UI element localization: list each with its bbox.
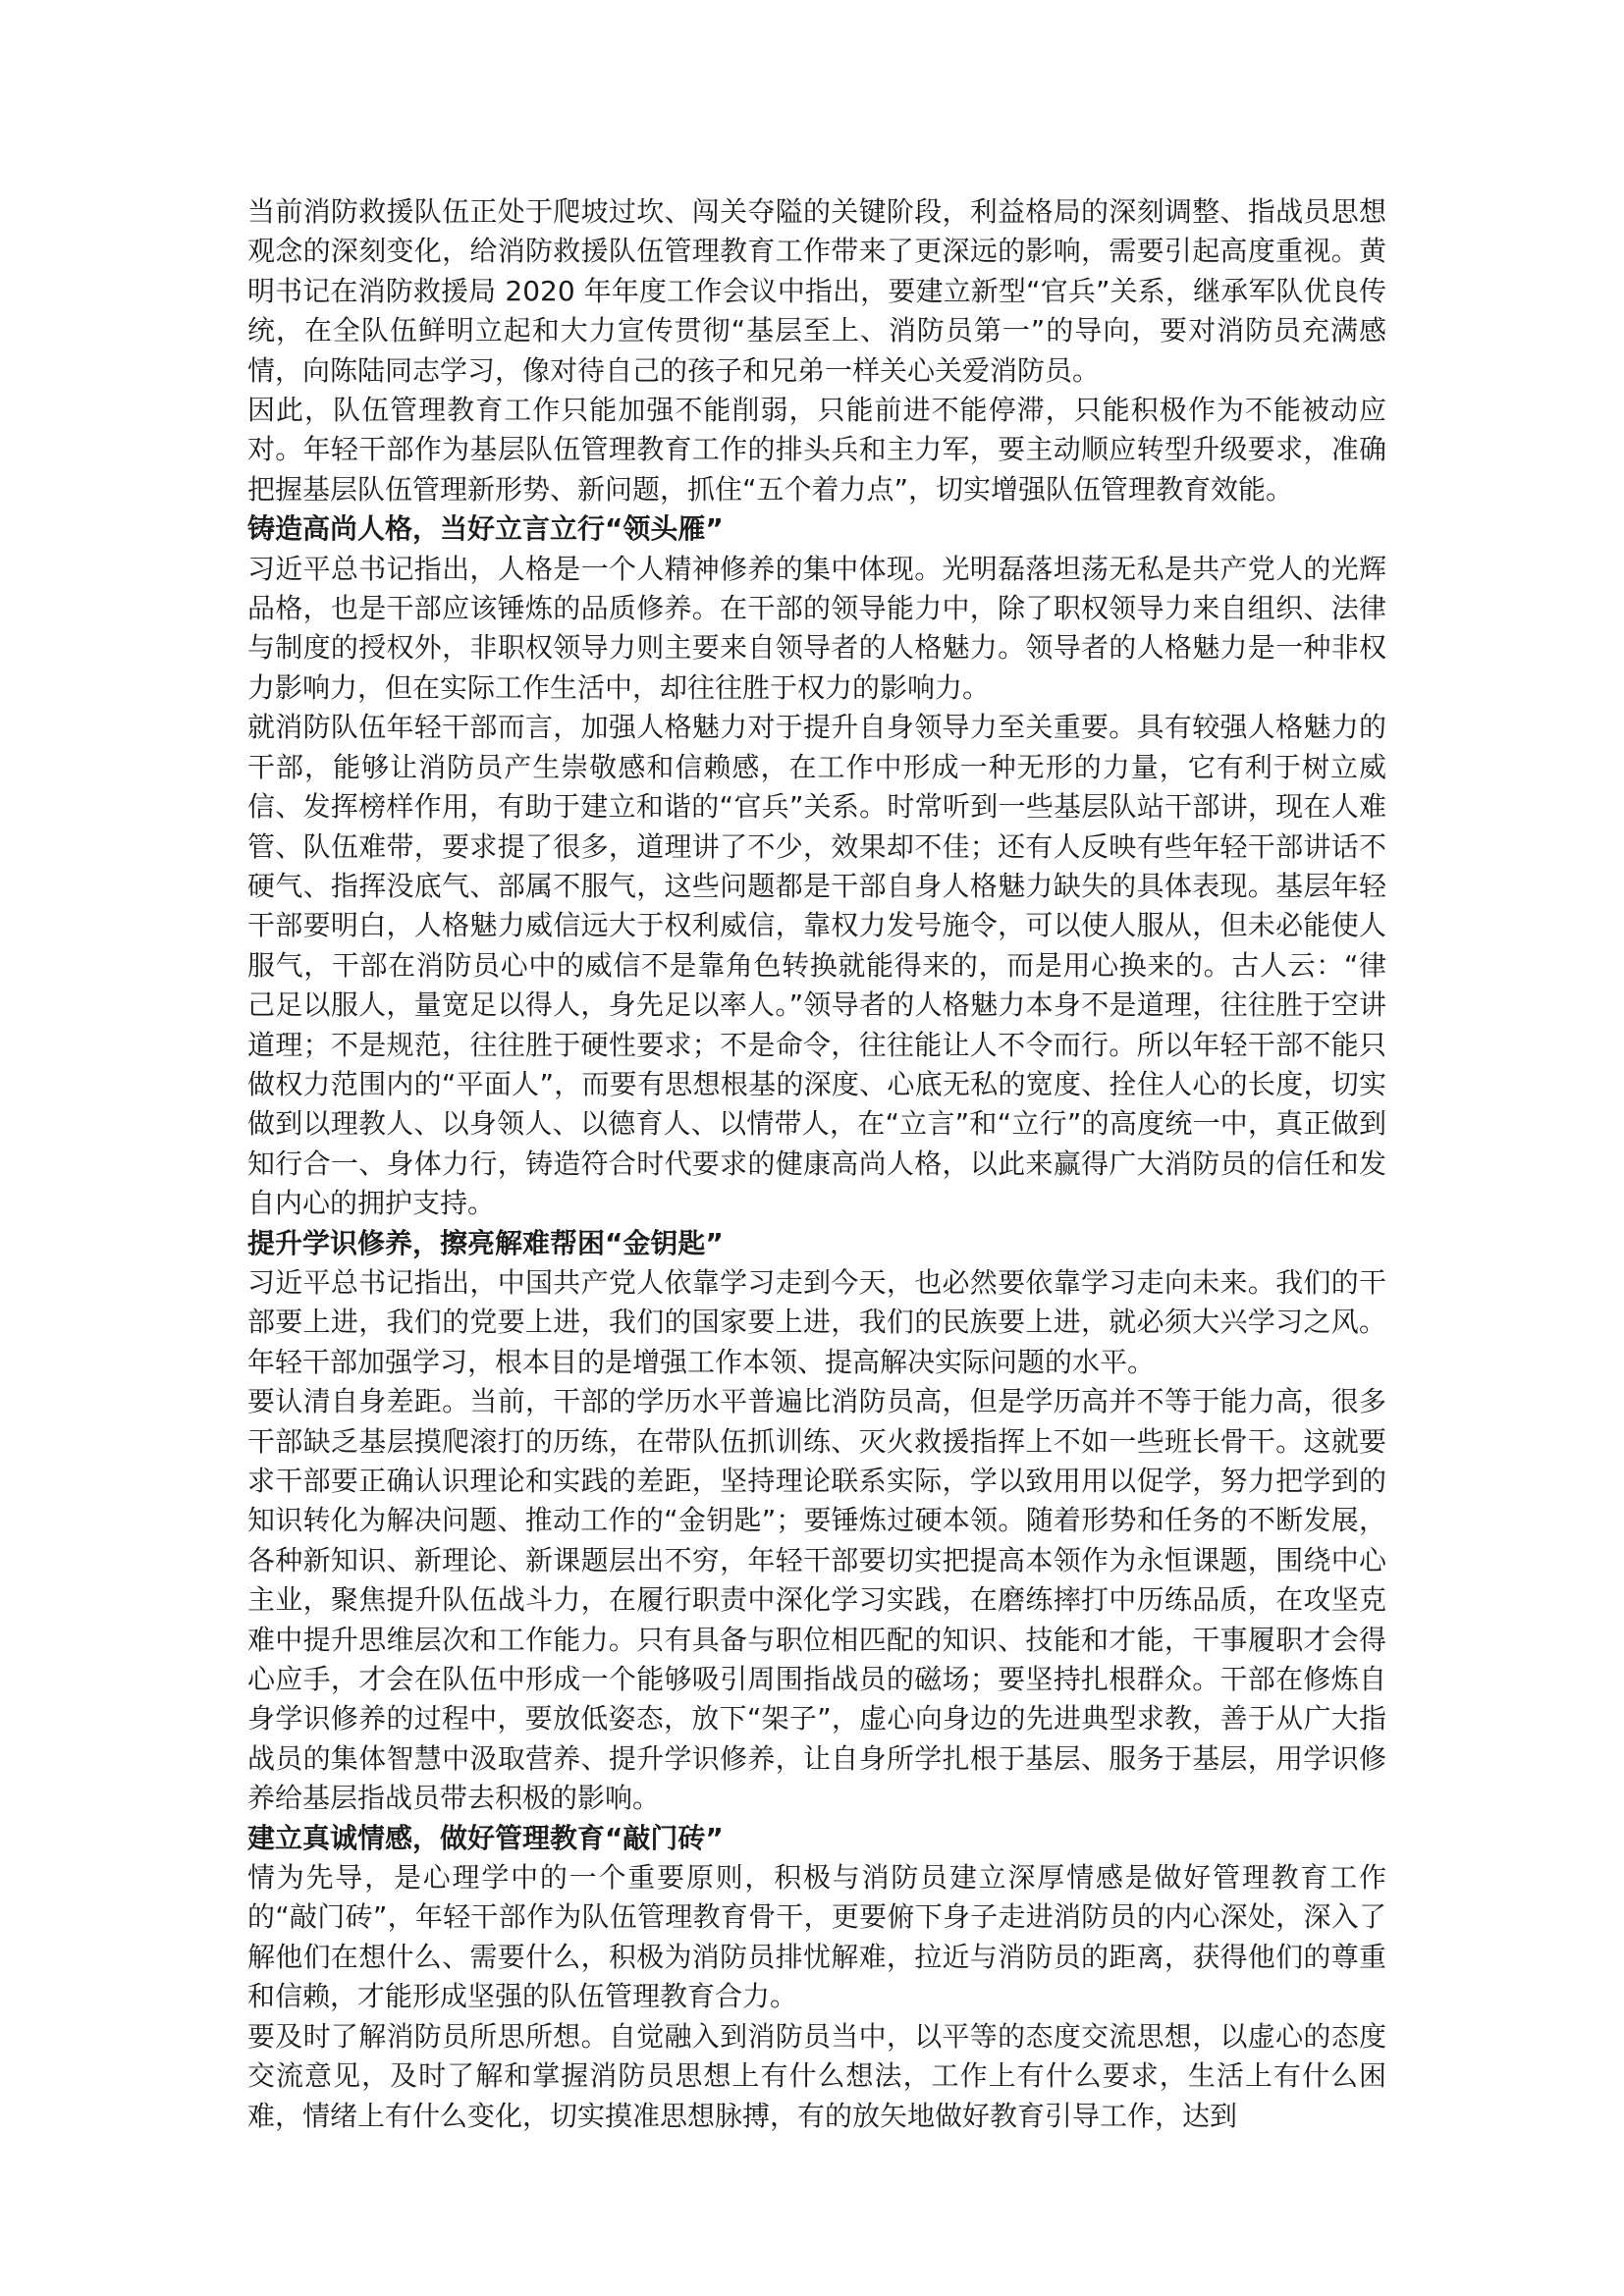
document-body xyxy=(247,192,1386,2136)
section-heading: 铸造高尚人格，当好立言立行“领头雁” xyxy=(247,512,724,546)
paragraph: 当前消防救援队伍正处于爬坡过坎、闯关夺隘的关键阶段，利益格局的深刻调整、指战员思想观念的深刻变化，给消防救援队伍管理教育工作带来了更深远的影响，需要引起高度重视。黄明书记在消防救援局 2020 年年度工作会议中指出，要建立新型“官兵”关系，继承军队优良传统，在全队伍鲜明立起和大力宣传贯彻“基层至上、消防员第一”的导向，要对消防员充满感情，向陈陆同志学习，像对待自己的孩子和兄弟一样关心关爱消防员。 xyxy=(247,195,1386,387)
section-heading: 建立真诚情感，做好管理教育“敲门砖” xyxy=(247,1821,724,1854)
paragraph: 要及时了解消防员所思所想。自觉融入到消防员当中，以平等的态度交流思想，以虚心的态度交流意见，及时了解和掌握消防员思想上有什么想法，工作上有什么要求，生活上有什么困难，情绪上有什么变化，切实摸准思想脉搏，有的放矢地做好教育引导工作，达到 xyxy=(247,2019,1386,2132)
paragraph: 就消防队伍年轻干部而言，加强人格魅力对于提升自身领导力至关重要。具有较强人格魅力的干部，能够让消防员产生崇敬感和信赖感，在工作中形成一种无形的力量，它有利于树立威信、发挥榜样作用，有助于建立和谐的“官兵”关系。时常听到一些基层队站干部讲，现在人难管、队伍难带，要求提了很多，道理讲了不少，效果却不佳；还有人反映有些年轻干部讲话不硬气、指挥没底气、部属不服气，这些问题都是干部自身人格魅力缺失的具体表现。基层年轻干部要明白，人格魅力威信远大于权利威信，靠权力发号施令，可以使人服从，但未必能使人服气，干部在消防员心中的威信不是靠角色转换就能得来的，而是用心换来的。古人云：“律己足以服人，量宽足以得人，身先足以率人。”领导者的人格魅力本身不是道理，往往胜于空讲道理；不是规范，往往胜于硬性要求；不是命令，往往能让人不令而行。所以年轻干部不能只做权力范围内的“平面人”，而要有思想根基的深度、心底无私的宽度、拴住人心的长度，切实做到以理教人、以身领人、以德育人、以情带人，在“立言”和“立行”的高度统一中，真正做到知行合一、身体力行，铸造符合时代要求的健康高尚人格，以此来赢得广大消防员的信任和发自内心的拥护支持。 xyxy=(247,711,1386,1220)
paragraph: 情为先导，是心理学中的一个重要原则，积极与消防员建立深厚情感是做好管理教育工作的“敲门砖”，年轻干部作为队伍管理教育骨干，更要俯下身子走进消防员的内心深处，深入了解他们在想什么、需要什么，积极为消防员排忧解难，拉近与消防员的距离，获得他们的尊重和信赖，才能形成坚强的队伍管理教育合力。 xyxy=(247,1861,1386,2013)
paragraph: 习近平总书记指出，中国共产党人依靠学习走到今天，也必然要依靠学习走向未来。我们的干部要上进，我们的党要上进，我们的国家要上进，我们的民族要上进，就必须大兴学习之风。年轻干部加强学习，根本目的是增强工作本领、提高解决实际问题的水平。 xyxy=(247,1265,1386,1378)
paragraph: 因此，队伍管理教育工作只能加强不能削弱，只能前进不能停滞，只能积极作为不能被动应对。年轻干部作为基层队伍管理教育工作的排头兵和主力军，要主动顺应转型升级要求，准确把握基层队伍管理新形势、新问题，抓住“五个着力点”，切实增强队伍管理教育效能。 xyxy=(247,394,1386,506)
paragraph: 要认清自身差距。当前，干部的学历水平普遍比消防员高，但是学历高并不等于能力高，很多干部缺乏基层摸爬滚打的历练，在带队伍抓训练、灭火救援指挥上不如一些班长骨干。这就要求干部要正确认识理论和实践的差距，坚持理论联系实际，学以致用用以促学，努力把学到的知识转化为解决问题、推动工作的“金钥匙”；要锤炼过硬本领。随着形势和任务的不断发展，各种新知识、新理论、新课题层出不穷，年轻干部要切实把提高本领作为永恒课题，围绕中心主业，聚焦提升队伍战斗力，在履行职责中深化学习实践，在磨练摔打中历练品质，在攻坚克难中提升思维层次和工作能力。只有具备与职位相匹配的知识、技能和才能，干事履职才会得心应手，才会在队伍中形成一个能够吸引周围指战员的磁场；要坚持扎根群众。干部在修炼自身学识修养的过程中，要放低姿态，放下“架子”，虚心向身边的先进典型求教，善于从广大指战员的集体智慧中汲取营养、提升学识修养，让自身所学扎根于基层、服务于基层，用学识修养给基层指战员带去积极的影响。 xyxy=(247,1385,1386,1815)
paragraph: 习近平总书记指出，人格是一个人精神修养的集中体现。光明磊落坦荡无私是共产党人的光辉品格，也是干部应该锤炼的品质修养。在干部的领导能力中，除了职权领导力来自组织、法律与制度的授权外，非职权领导力则主要来自领导者的人格魅力。领导者的人格魅力是一种非权力影响力，但在实际工作生活中，却往往胜于权力的影响力。 xyxy=(247,552,1386,704)
section-heading: 提升学识修养，擦亮解难帮困“金钥匙” xyxy=(247,1226,724,1259)
